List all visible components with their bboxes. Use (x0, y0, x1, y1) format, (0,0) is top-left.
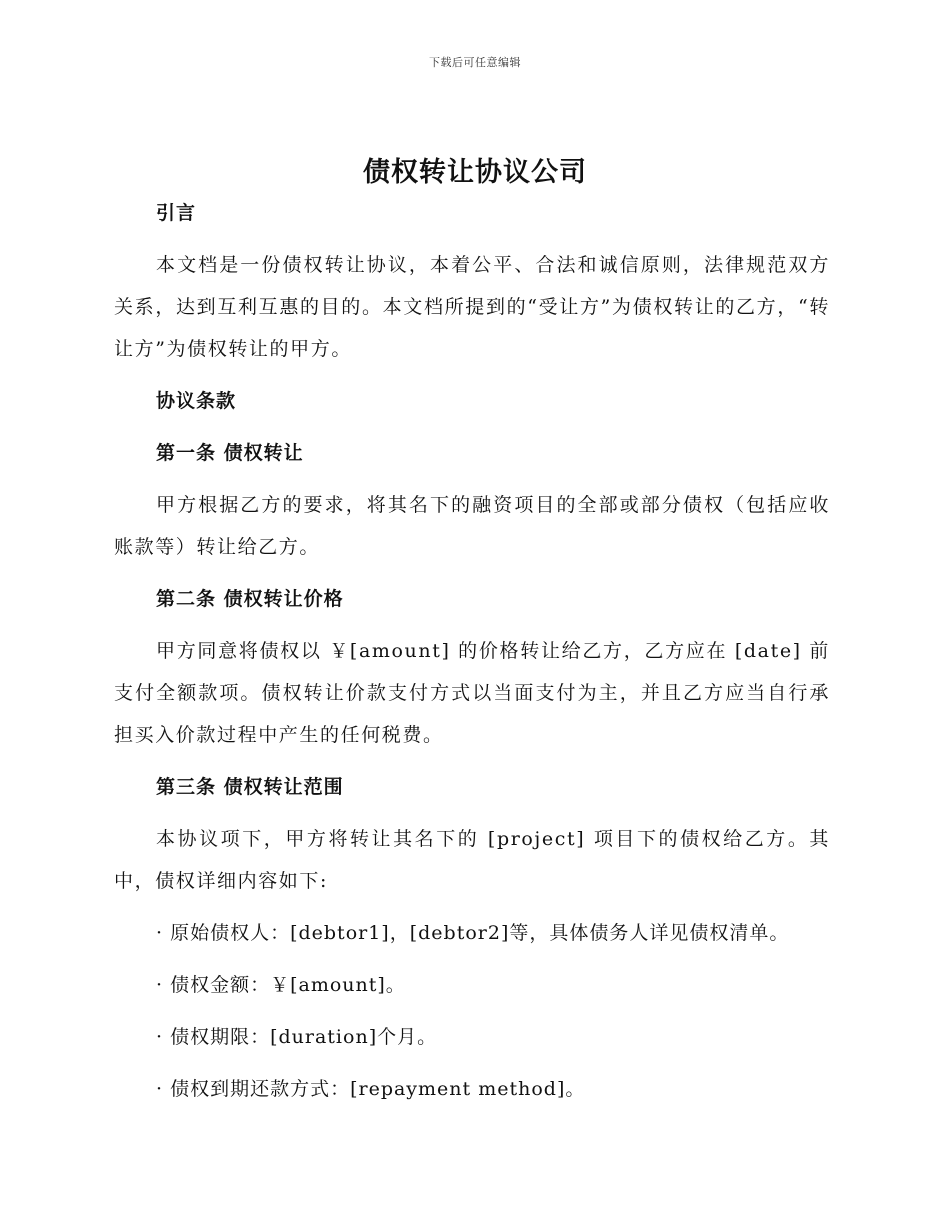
bullet-original-creditor: · 原始债权人：[debtor1]，[debtor2]等，具体债务人详见债权清单。 (156, 922, 790, 944)
article1-paragraph: 甲方根据乙方的要求，将其名下的融资项目的全部或部分债权（包括应收账款等）转让给乙方。 (114, 494, 830, 558)
document-body (114, 192, 830, 1120)
intro-heading: 引言 (156, 202, 197, 224)
bullet-claim-term: · 债权期限：[duration]个月。 (156, 1026, 438, 1048)
page-header-note: 下载后可任意编辑 (429, 56, 521, 69)
terms-heading: 协议条款 (156, 390, 237, 412)
bullet-repayment-method: · 债权到期还款方式：[repayment method]。 (156, 1078, 586, 1100)
article1-heading: 第一条 债权转让 (156, 442, 304, 464)
intro-paragraph: 本文档是一份债权转让协议，本着公平、合法和诚信原则，法律规范双方关系，达到互利互惠的目的。本文档所提到的“受让方”为债权转让的乙方，“转让方”为债权转让的甲方。 (114, 254, 830, 360)
article3-heading: 第三条 债权转让范围 (156, 776, 344, 798)
document-title: 债权转让协议公司 (363, 157, 587, 188)
article2-heading: 第二条 债权转让价格 (156, 588, 344, 610)
bullet-claim-amount: · 债权金额：￥[amount]。 (156, 974, 406, 996)
article3-paragraph: 本协议项下，甲方将转让其名下的 [project] 项目下的债权给乙方。其中，债权详细内容如下: (114, 828, 830, 892)
article2-paragraph: 甲方同意将债权以 ￥[amount] 的价格转让给乙方，乙方应在 [date] 前支付全额款项。债权转让价款支付方式以当面支付为主，并且乙方应当自行承担买入价款过程中产生的任何税费。 (114, 640, 830, 746)
